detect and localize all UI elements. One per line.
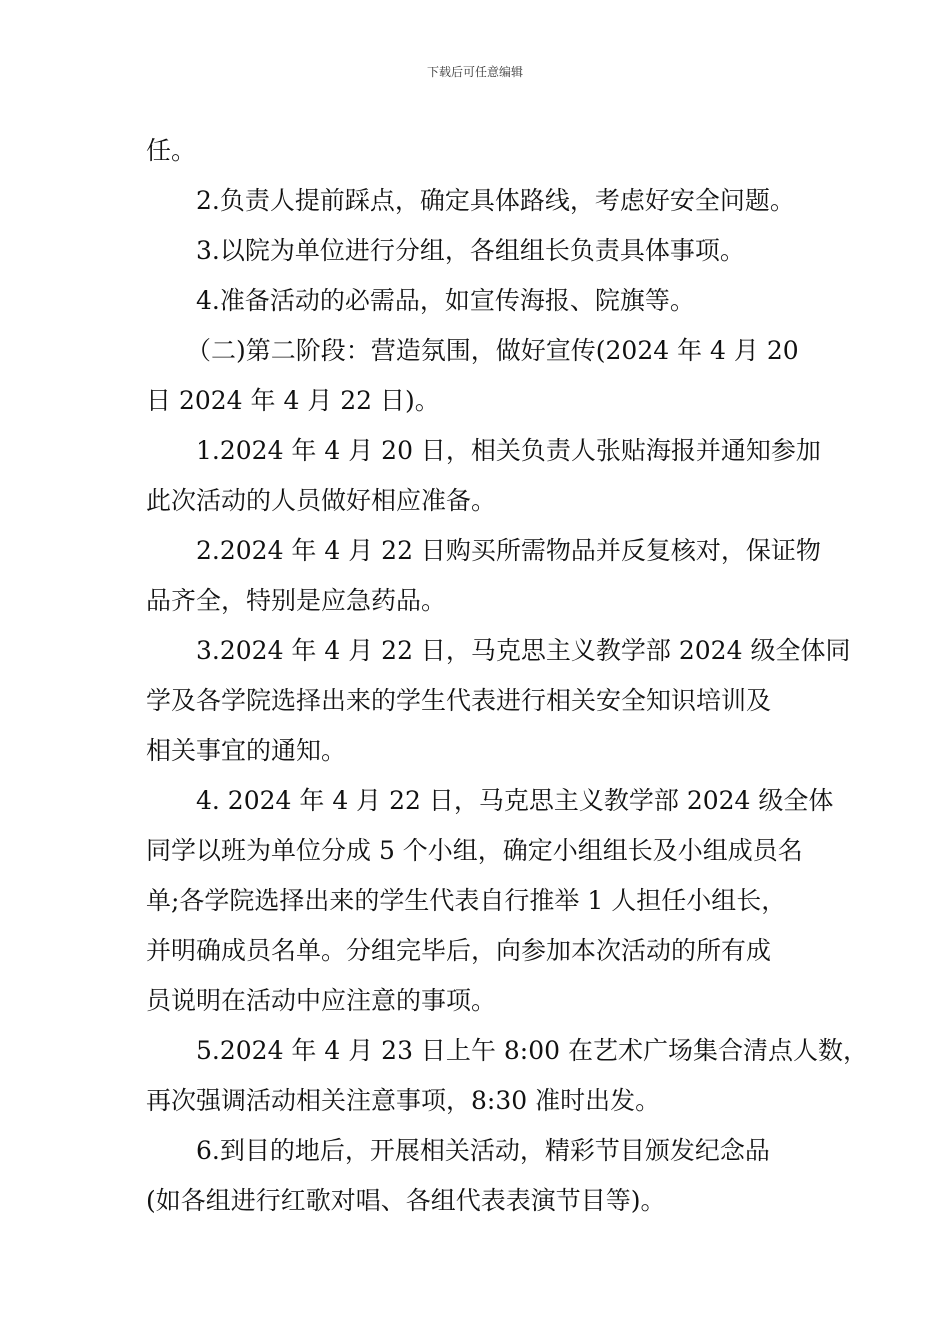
text-line: 并明确成员名单。分组完毕后，向参加本次活动的所有成 <box>146 936 772 965</box>
page-header: 下载后可任意编辑 <box>426 65 523 79</box>
text-line: 相关事宜的通知。 <box>146 736 347 765</box>
text-line: 再次强调活动相关注意事项，8:30 准时出发。 <box>146 1086 661 1115</box>
text-line: 3.以院为单位进行分组，各组组长负责具体事项。 <box>196 236 745 265</box>
text-line: 4.准备活动的必需品，如宣传海报、院旗等。 <box>196 286 695 315</box>
text-line: 任。 <box>146 136 197 165</box>
text-line: 6.到目的地后，开展相关活动，精彩节目颁发纪念品 <box>196 1136 770 1165</box>
text-line: 4. 2024 年 4 月 22 日，马克思主义教学部 2024 级全体 <box>196 786 834 815</box>
text-line: 5.2024 年 4 月 23 日上午 8:00 在艺术广场集合清点人数， <box>196 1036 868 1065</box>
text-line: 品齐全，特别是应急药品。 <box>146 586 447 615</box>
text-line: 同学以班为单位分成 5 个小组，确定小组组长及小组成员名 <box>146 836 803 865</box>
text-line: 3.2024 年 4 月 22 日，马克思主义教学部 2024 级全体同 <box>196 636 851 665</box>
document-body <box>146 126 868 1226</box>
text-line: 此次活动的人员做好相应准备。 <box>146 486 497 515</box>
text-line: 单;各学院选择出来的学生代表自行推举 1 人担任小组长， <box>146 886 787 915</box>
text-line: 员说明在活动中应注意的事项。 <box>146 986 497 1015</box>
text-line: 学及各学院选择出来的学生代表进行相关安全知识培训及 <box>146 686 772 715</box>
text-line: （二)第二阶段：营造氛围，做好宣传(2024 年 4 月 20 <box>186 336 799 365</box>
text-line: 2.负责人提前踩点，确定具体路线，考虑好安全问题。 <box>196 186 795 215</box>
text-line: (如各组进行红歌对唱、各组代表表演节目等)。 <box>146 1186 666 1215</box>
text-line: 1.2024 年 4 月 20 日，相关负责人张贴海报并通知参加 <box>196 436 821 465</box>
text-line: 日 2024 年 4 月 22 日)。 <box>146 386 440 415</box>
text-line: 2.2024 年 4 月 22 日购买所需物品并反复核对，保证物 <box>196 536 821 565</box>
